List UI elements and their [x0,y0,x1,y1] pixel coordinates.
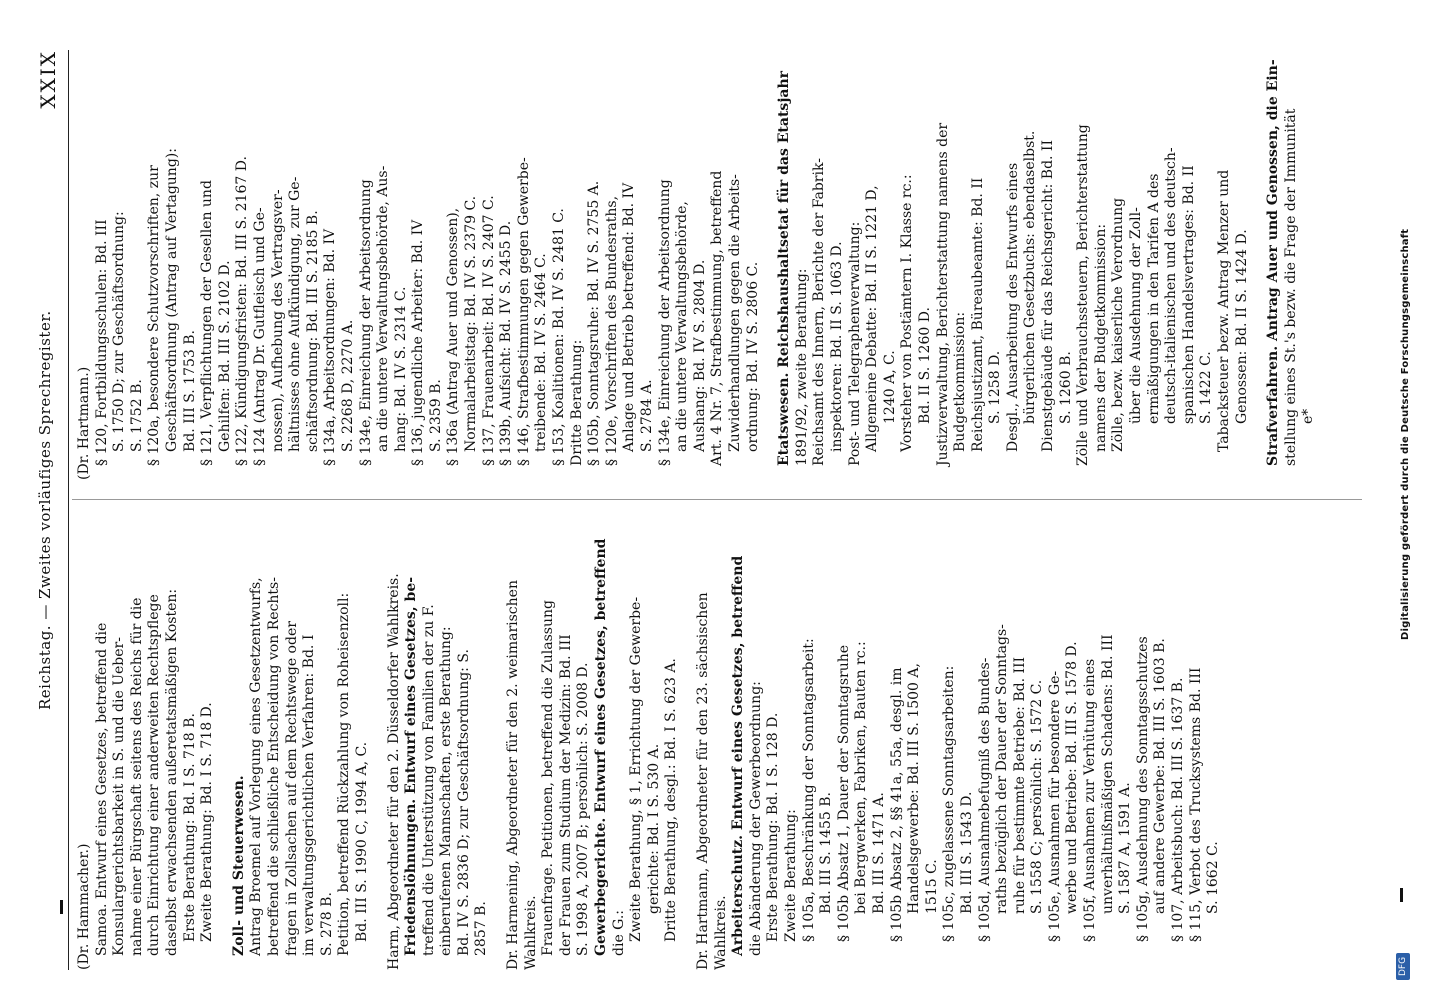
right-column-line: Zuwiderhandlungen gegen die Arbeits- [726,174,743,452]
left-column-line: § 107, Arbeitsbuch: Bd. III S. 1637 B. [1170,677,1187,942]
right-column-line: Justizverwaltung, Berichterstattung namens der [934,122,951,466]
right-column-line: § 136, jugendliche Arbeiter: Bd. IV [410,219,427,466]
paragraph-gap [491,510,505,970]
left-column-line: S. 1558 C; persönlich: S. 1572 C. [1029,679,1046,914]
right-column-line: Bd. II S. 1260 D. [916,307,933,424]
left-column-line: Wahlkreis. [712,895,729,970]
left-column-line: gerichte: Bd. I S. 530 A. [645,743,662,914]
left-column-line: (Dr. Hammacher.) [76,843,92,970]
right-column-line: an die untere Verwaltungsbehörde, [674,201,691,452]
right-column-line: Post- und Telegraphenverwaltung: [846,221,863,466]
left-column-line: treffend die Unterstützung von Familien der zu F. [420,604,437,956]
right-column-line: Tabacksteuer bezw. Antrag Menzer und [1216,169,1232,452]
left-column-line: auf andere Gewerbe: Bd. III S. 1603 B. [1152,638,1169,914]
left-column-line: S. 1587 A, 1591 A. [1117,782,1134,914]
right-column-line: Budgetkommission: [952,311,969,452]
right-column-line: S. 1260 B. [1057,351,1074,424]
scan-edge-mark [1400,888,1403,902]
right-column-line: § 134e, Einreichung der Arbeitsordnung [656,179,673,466]
left-column-line: raths bezüglich der Dauer der Sonntags- [994,624,1011,914]
right-column-line: S. 1750 D; zur Geschäftsordnung: [111,211,128,452]
right-column-line: Reichsamt des Innern, Berichte der Fabrik- [811,158,828,466]
paragraph-gap [372,510,386,970]
left-column-line: § 105d, Ausnahmebefugniß des Bundes- [976,657,993,942]
right-column-line: Strafverfahren. Antrag Auer und Genossen, die Ein- [1265,59,1282,466]
left-column [76,510,1223,970]
left-column-line: Bd. IV S. 2836 D; zur Geschäftsordnung: S. [455,649,472,956]
header-rule [68,50,69,970]
header-title: Reichstag. — Zweites vorläufiges Sprechregister. [36,310,54,710]
right-column-line: § 134a, Arbeitsordnungen: Bd. IV [322,228,339,466]
right-column-line: (Dr. Hartmann.) [76,366,92,480]
right-column-line: S. 1752 B. [128,379,145,452]
left-column-line: Dritte Berathung, desgl.: Bd. I S. 623 A. [663,658,680,942]
right-column-line: S. 2784 A. [639,379,655,452]
right-column-line: Vorsteher von Postämtern I. Klasse rc.: [899,174,916,452]
left-column-line: Erste Berathung: Bd. I S. 718 B. [181,713,198,942]
left-column-line: § 105a, Beschränkung der Sonntagsarbeit: [800,638,817,942]
left-column-line: § 105f, Ausnahmen zur Verhütung eines [1082,658,1099,942]
left-column-line: fragen in Zollsachen auf dem Rechtswege oder [283,621,300,956]
left-column-line: Bd. III S. 1471 A. [870,792,887,914]
left-column-line: Dr. Hartmann, Abgeordneter für den 23. sächsischen [695,592,711,970]
right-column-line: S. 1258 D. [987,350,1004,424]
left-column-line: Bd. III S. 1990 C, 1994 A, C. [353,741,370,942]
column-divider [72,499,1362,500]
left-column-line: Petition, betreffend Rückzahlung von Roheisenzoll: [336,592,353,956]
left-column-line: der Frauen zum Studium der Medizin: Bd. III [557,634,574,956]
right-column-line: über die Ausdehnung der Zoll- [1128,207,1145,424]
right-column-line: deutsch-italienischen und des deutsch- [1163,147,1180,424]
left-column-line: Erste Berathung: Bd. I S. 128 D. [765,712,782,942]
right-column-line: § 121, Verpflichtungen der Gesellen und [199,180,216,466]
right-column-line: Dritte Berathung: [568,339,585,466]
right-column-line: namens der Budgetkommission: [1092,223,1109,452]
left-column-line: Konsulargerichtsbarkeit in S. und die Ueber- [111,637,128,956]
left-column-line: Bd. III S. 1543 D. [958,791,975,914]
right-column-line: schäftsordnung: Bd. III S. 2185 B. [304,210,321,452]
right-column-line: Zölle, bezw. kaiserliche Verordnung [1110,197,1127,452]
left-column-line: Wahlkreis. [522,895,539,970]
left-column-line: Handelsgewerbe: Bd. III S. 1500 A, [906,663,923,914]
left-column-line: Arbeiterschutz. Entwurf eines Gesetzes, betreffend [730,555,747,956]
left-column-line: § 105b Absatz 1, Dauer der Sonntagsruhe [835,644,852,942]
left-column-line: Friedenslöhnungen. Entwurf eines Gesetzes, be- [403,576,420,956]
right-column-line: Bd. III S. 1753 B. [181,329,198,452]
left-column-line: Frauenfrage. Petitionen, betreffend die Zulassung [540,600,557,956]
right-column-line: spanischen Handelsvertrages: Bd. II [1180,165,1197,424]
left-column-line: bei Bergwerken, Fabriken, Bauten rc.: [853,641,870,914]
left-column-line: § 115, Verbot des Trucksystems Bd. III [1187,667,1204,942]
running-header [36,50,66,970]
right-column-line: Aushang: Bd. IV S. 2804 D. [691,259,708,452]
right-column-line: inspektoren: Bd. II S. 1063 D. [828,241,845,452]
right-column-line: Allgemeine Debatte: Bd. II S. 1221 D, [864,185,881,452]
right-column-line: Etatswesen. Reichshaushaltsetat für das Etatsjahr [776,70,793,466]
left-column-line: die Abänderung der Gewerbeordnung: [747,681,764,956]
left-column-line: ruhe für bestimmte Betriebe: Bd. III [1011,656,1028,914]
digitization-credit: Digitalisierung gefördert durch die Deutsche Forschungsgemeinschaft [1400,228,1411,640]
right-column-line: § 105b, Sonntagsruhe: Bd. IV S. 2755 A. [586,180,603,466]
left-column-line: Zweite Berathung: [782,809,799,942]
right-column-line: 1240 A, C. [881,350,898,424]
paragraph-gap [217,510,231,970]
right-column-line: Dienstgebäude für das Reichsgericht: Bd. II [1040,140,1057,452]
paragraph-gap [681,510,695,970]
right-column-line: stellung eines St.'s bezw. die Frage der Immunität [1282,108,1299,466]
right-column-line: an die untere Verwaltungsbehörde, Aus- [375,165,392,452]
right-column-line: e* [1300,408,1317,424]
right-column-line: § 120, Fortbildungsschulen: Bd. III [93,219,110,466]
right-column-line: § 120e, Vorschriften des Bundesraths, [603,195,620,466]
left-column-line: § 105c, zugelassene Sonntagsarbeiten: [941,665,958,942]
left-column-line: Samoa. Entwurf eines Gesetzes, betreffend die [93,622,110,956]
left-column-line: Zoll- und Steuerwesen. [230,775,247,956]
right-column-line: S. 1422 C. [1198,351,1215,424]
right-column-line: Desgl., Ausarbeitung des Entwurfs eines [1004,162,1021,452]
left-column-line: Zweite Berathung, § 1, Errichtung der Gewerbe- [628,596,645,942]
right-column-line: Reichsjustizamt, Büreaubeamte: Bd. II [969,177,986,452]
right-column-line: S. 2268 D, 2270 A. [339,319,356,452]
left-column-line: einberufenen Mannschaften, erste Berathung: [438,626,455,956]
right-column-line: § 146, Strafbestimmungen gegen Gewerbe- [515,157,532,466]
left-column-line: unverhältnißmäßigen Schadens: Bd. III [1099,634,1116,914]
right-column [76,50,1318,480]
right-column-line: 1891/92, zweite Berathung: [793,268,810,466]
left-column-line: 2857 B. [473,901,490,956]
right-column-line: Anlage und Betrieb betreffend: Bd. IV [621,182,638,452]
left-column-line: durch Einrichtung einer anderweiten Rechtspflege [146,594,163,956]
right-column-line: S. 2359 B. [427,379,444,452]
right-column-line: § 120a, besondere Schutzvorschriften, zur [146,165,163,466]
right-column-line: § 124 (Antrag Dr. Gutfleisch und Ge- [251,207,268,466]
right-column-line: ermäßigungen in den Tarifen A des [1145,173,1162,424]
right-column-line: § 134e, Einreichung der Arbeitsordnung [357,179,374,466]
left-column-line: betreffend die schließliche Entscheidung von Rechts- [265,577,282,956]
right-column-line: Genossen: Bd. II S. 1424 D. [1233,229,1250,424]
right-column-line: § 153, Koalitionen: Bd. IV S. 2481 C. [551,208,568,466]
left-column-line: werbe und Betriebe: Bd. III S. 1578 D. [1064,641,1081,914]
paragraph-gap [762,50,776,480]
right-column-line: hang: Bd. IV S. 2314 C. [392,286,409,452]
right-column-line: Gehilfen: Bd. III S. 2102 D. [216,260,233,452]
right-column-line: Art. 4 Nr. 7, Strafbestimmung, betreffend [709,170,726,466]
left-column-line: 1515 C. [923,859,940,914]
left-column-line: Zweite Berathung: Bd. I S. 718 D. [199,702,216,942]
left-column-line: Gewerbegerichte. Entwurf eines Gesetzes, betreffend [593,538,610,956]
page-number: XXIX [36,50,60,109]
right-column-line: hältnisses ohne Aufkündigung, zur Ge- [287,176,304,452]
dfg-logo: DFG [1396,953,1410,980]
left-column-line: daselbst erwachsenden außeretatsmäßigen Kosten: [163,588,180,956]
left-column-line: Bd. III S. 1455 B. [818,791,835,914]
left-column-line: Dr. Harmening, Abgeordneter für den 2. weimarischen [505,580,522,970]
left-column-line: § 105b Absatz 2, §§ 41a, 55a, desgl. im [888,667,905,942]
left-column-line: Antrag Broemel auf Vorlegung eines Gesetzentwurfs, [248,577,265,956]
left-column-line: § 105g, Ausdehnung des Sonntagsschutzes [1134,636,1151,942]
paragraph-gap [1251,50,1265,480]
left-column-line: § 105e, Ausnahmen für besondere Ge- [1046,670,1063,942]
right-column-line: ordnung: Bd. IV S. 2806 C. [744,261,761,452]
right-column-line: § 137, Frauenarbeit: Bd. IV S. 2407 C. [480,195,497,466]
left-column-line: S. 1998 A, 2007 B; persönlich: S. 2008 D. [575,662,592,956]
left-column-line: im verwaltungsgerichtlichen Verfahren: Bd. I [301,634,318,956]
left-column-line: S. 1662 C. [1205,841,1222,914]
right-column-line: § 122, Kündigungsfristen: Bd. III S. 2167 D. [234,156,251,466]
left-column-line: nahme einer Bürgschaft seitens des Reichs für die [128,597,145,956]
right-column-line: treibende: Bd. IV S. 2464 C. [533,253,550,452]
right-column-line: Geschäftsordnung (Antrag auf Vertagung): [163,148,180,452]
right-column-line: Normalarbeitstag: Bd. IV S. 2379 C. [463,195,480,452]
scan-edge-mark [60,900,63,914]
left-column-line: Harm, Abgeordneter für den 2. Düsseldorfer Wahlkreis. [385,573,402,970]
left-column-line: die G.: [610,909,627,956]
right-column-line: nossen), Aufhebung des Vertragsver- [269,189,286,452]
right-column-line: Zölle und Verbrauchssteuern, Berichterstattung [1075,124,1092,466]
right-column-line: § 136a (Antrag Auer und Genossen), [445,207,462,466]
right-column-line: § 139b, Aufsicht: Bd. IV S. 2455 D. [498,220,515,466]
right-column-line: bürgerlichen Gesetzbuchs: ebendaselbst. [1022,130,1039,424]
left-column-line: S. 278 B. [318,892,335,956]
